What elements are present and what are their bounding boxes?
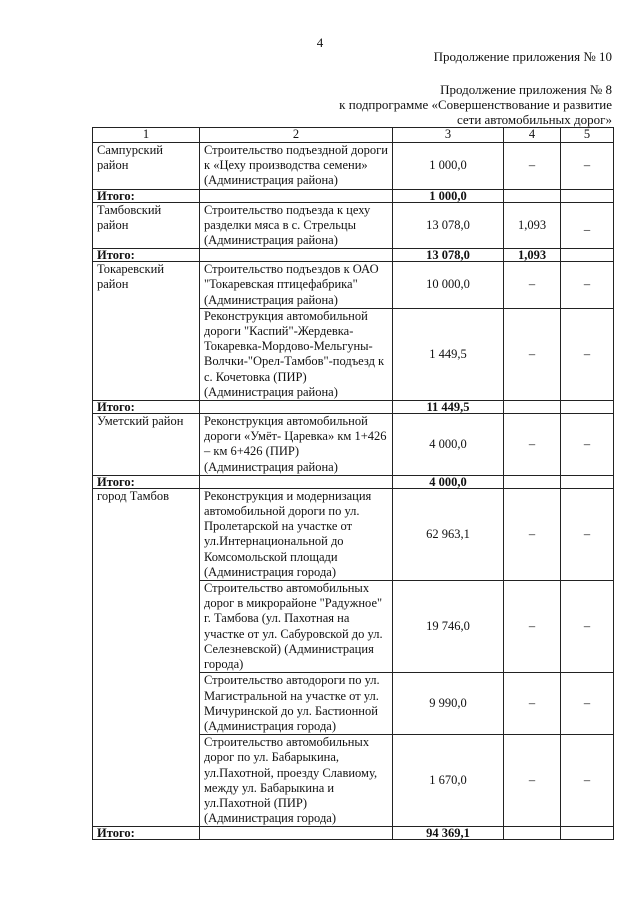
project-description: Строительство автодороги по ул. Магистральной на участке от ул. Мичуринской до ул. Бастионной (Администрация города): [200, 673, 393, 735]
total-label: Итого:: [93, 401, 200, 414]
total-amount: 13 078,0: [393, 249, 504, 262]
project-description: Строительство автомобильных дорог в микрорайоне "Радужное" г. Тамбова (ул. Пахотная на участке от ул. Сабуровской до ул. Селезневской) (Администрация города): [200, 581, 393, 673]
district-cell: Сампурский район: [93, 143, 200, 190]
project-description: Строительство подъездов к ОАО "Токаревская птицефабрика" (Администрация района): [200, 262, 393, 309]
amount-cell: 13 078,0: [393, 202, 504, 249]
total-label: Итого:: [93, 249, 200, 262]
total-col5: [561, 249, 614, 262]
total-col5: [561, 401, 614, 414]
funding-table: [92, 127, 614, 840]
amount-cell: 19 746,0: [393, 581, 504, 673]
table-row: [93, 143, 614, 190]
total-row: [93, 475, 614, 488]
total-amount: 4 000,0: [393, 475, 504, 488]
project-description: Реконструкция и модернизация автомобильной дороги по ул. Пролетарской на участке от ул.Интернациональной до Комсомольской площади (Администрация города): [200, 488, 393, 580]
col5-cell: –: [561, 673, 614, 735]
amount-cell: 9 990,0: [393, 673, 504, 735]
amount-cell: 4 000,0: [393, 414, 504, 476]
amount-cell: 1 000,0: [393, 143, 504, 190]
project-description: Строительство подъезда к цеху разделки мяса в с. Стрельцы (Администрация района): [200, 202, 393, 249]
column-header-5: 5: [561, 128, 614, 143]
total-col5: [561, 827, 614, 840]
amount-cell: 1 449,5: [393, 308, 504, 400]
total-empty-cell: [200, 249, 393, 262]
project-description: Реконструкция автомобильной дороги "Каспий"-Жердевка-Токаревка-Мордово-Мельгуны-Волчки-"Орел-Тамбов"-подъезд к с. Кочетовка (ПИР) (Администрация района): [200, 308, 393, 400]
col5-cell: –: [561, 143, 614, 190]
col5-cell: –: [561, 308, 614, 400]
total-row: [93, 401, 614, 414]
table-row: [93, 202, 614, 249]
col5-cell: –: [561, 735, 614, 827]
col4-cell: 1,093: [504, 202, 561, 249]
project-description: Реконструкция автомобильной дороги «Умёт- Царевка» км 1+426 – км 6+426 (ПИР) (Администрация района): [200, 414, 393, 476]
amount-cell: 10 000,0: [393, 262, 504, 309]
amount-cell: 62 963,1: [393, 488, 504, 580]
total-label: Итого:: [93, 189, 200, 202]
page-number: 4: [316, 35, 324, 50]
col4-cell: –: [504, 488, 561, 580]
col4-cell: –: [504, 673, 561, 735]
continuation-line-3: сети автомобильных дорог»: [456, 112, 612, 127]
district-cell: город Тамбов: [93, 488, 200, 826]
total-col4: [504, 189, 561, 202]
col5-cell: –: [561, 262, 614, 309]
continuation-line-2: к подпрограмме «Совершенствование и развитие: [339, 97, 612, 112]
table-row: [93, 488, 614, 580]
table-row: [93, 262, 614, 309]
total-col4: [504, 401, 561, 414]
column-header-3: 3: [393, 128, 504, 143]
project-description: Строительство подъездной дороги к «Цеху производства семени» (Администрация района): [200, 143, 393, 190]
col4-cell: –: [504, 581, 561, 673]
col4-cell: –: [504, 262, 561, 309]
col5-cell: –: [561, 414, 614, 476]
table-header-row: [93, 128, 614, 143]
column-header-4: 4: [504, 128, 561, 143]
total-col4: 1,093: [504, 249, 561, 262]
project-description: Строительство автомобильных дорог по ул. Бабарыкина, ул.Пахотной, проезду Славиому, между ул. Бабарыкина и ул.Пахотной (ПИР) (Администрация города): [200, 735, 393, 827]
total-row: [93, 249, 614, 262]
col4-cell: –: [504, 414, 561, 476]
total-empty-cell: [200, 401, 393, 414]
total-label: Итого:: [93, 475, 200, 488]
total-col4: [504, 475, 561, 488]
column-header-2: 2: [200, 128, 393, 143]
col4-cell: –: [504, 308, 561, 400]
total-label: Итого:: [93, 827, 200, 840]
district-cell: Тамбовский район: [93, 202, 200, 249]
continuation-note-10: Продолжение приложения № 10: [433, 49, 612, 64]
total-empty-cell: [200, 475, 393, 488]
col5-cell: –: [561, 488, 614, 580]
total-empty-cell: [200, 189, 393, 202]
amount-cell: 1 670,0: [393, 735, 504, 827]
total-col5: [561, 189, 614, 202]
district-cell: Токаревский район: [93, 262, 200, 401]
total-row: [93, 827, 614, 840]
col4-cell: –: [504, 735, 561, 827]
continuation-note-8: [339, 82, 612, 127]
total-col4: [504, 827, 561, 840]
total-empty-cell: [200, 827, 393, 840]
col4-cell: –: [504, 143, 561, 190]
col5-cell: –: [561, 581, 614, 673]
total-amount: 1 000,0: [393, 189, 504, 202]
district-cell: Уметский район: [93, 414, 200, 476]
continuation-line-1: Продолжение приложения № 8: [440, 82, 612, 97]
total-row: [93, 189, 614, 202]
total-col5: [561, 475, 614, 488]
total-amount: 94 369,1: [393, 827, 504, 840]
col5-cell: _: [561, 202, 614, 249]
table-row: [93, 414, 614, 476]
column-header-1: 1: [93, 128, 200, 143]
total-amount: 11 449,5: [393, 401, 504, 414]
